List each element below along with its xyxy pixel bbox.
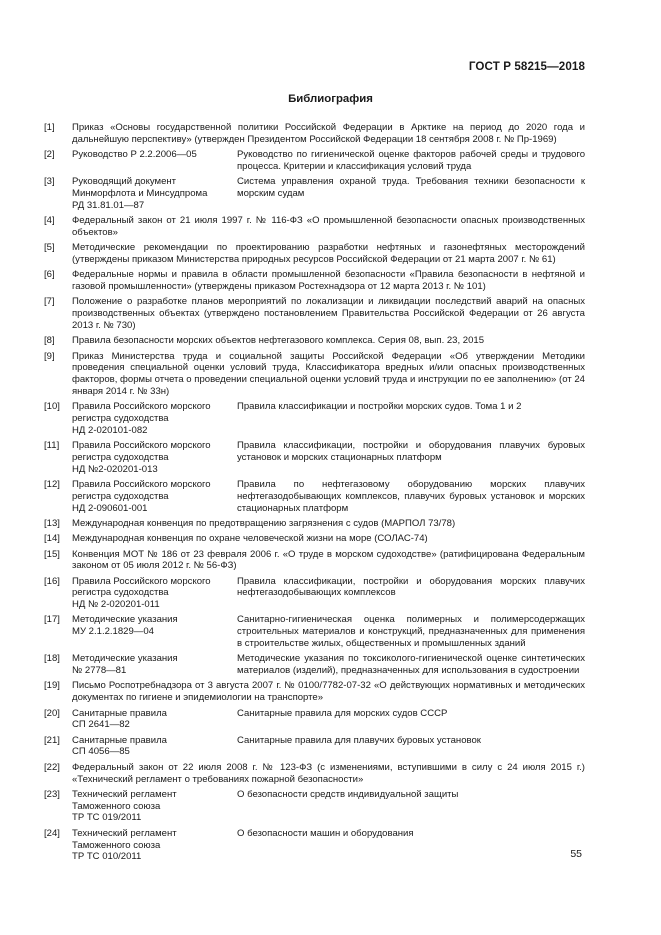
entry-description: О безопасности средств индивидуальной защиты — [237, 788, 459, 800]
bibliography-entry — [44, 614, 585, 649]
bibliography-entry — [44, 533, 585, 545]
entry-number: [14] — [44, 533, 60, 545]
entry-description: Правила классификации, постройки и оборудования плавучих буровых установок и морских стационарных платформ — [237, 440, 585, 463]
bibliography-list — [44, 122, 585, 867]
bibliography-entry — [44, 735, 585, 759]
entry-text: Правила безопасности морских объектов нефтегазового комплекса. Серия 08, вып. 23, 2015 — [72, 335, 485, 347]
entry-source — [72, 828, 237, 863]
entry-source-line: регистра судоходства — [72, 587, 169, 599]
entry-number: [23] — [44, 788, 60, 800]
entry-number: [4] — [44, 215, 55, 227]
entry-source-line: ТР ТС 019/2011 — [72, 812, 142, 824]
bibliography-entry — [44, 351, 585, 398]
entry-number: [6] — [44, 269, 55, 281]
bibliography-entry — [44, 762, 585, 786]
entry-number: [12] — [44, 479, 60, 491]
entry-source-line: Правила Российского морского — [72, 575, 211, 587]
bibliography-entry — [44, 479, 585, 514]
entry-description: Система управления охраной труда. Требования техники безопасности к морским судам — [237, 176, 585, 199]
bibliography-entry — [44, 576, 585, 611]
entry-text: Приказ «Основы государственной политики Российской Федерации в Арктике на период до 2020 года и дальнейшую перспективу» (утвержден Президентом Российской Федерации 18 сентября 2008 г. № Пр-1969) — [72, 122, 585, 145]
entry-source-line: Таможенного союза — [72, 839, 161, 851]
entry-source-line: Технический регламент — [72, 827, 177, 839]
entry-source-line: Правила Российского морского — [72, 479, 211, 491]
entry-description: Правила классификации, постройки и оборудования морских плавучих нефтегазодобывающих комплексов — [237, 575, 585, 599]
entry-number: [24] — [44, 827, 60, 839]
entry-source — [72, 479, 237, 514]
bibliography-entry — [44, 440, 585, 475]
bibliography-entry — [44, 176, 585, 211]
entry-text: Письмо Роспотребнадзора от 3 августа 2007 г. № 0100/7782-07-32 «О действующих нормативных и методических документах по гигиене и эпидемиологии на транспорте» — [72, 680, 585, 704]
entry-source-line: Методические указания — [72, 653, 178, 665]
entry-number: [22] — [44, 761, 60, 773]
entry-number: [10] — [44, 401, 60, 413]
entry-text: Международная конвенция по охране человеческой жизни на море (СОЛАС-74) — [72, 533, 428, 545]
entry-source-line: Санитарные правила — [72, 734, 167, 746]
section-title: Библиография — [288, 93, 373, 105]
entry-description: Руководство по гигиенической оценке факторов рабочей среды и трудового процесса. Критерии и классификация условий труда — [237, 149, 585, 172]
entry-source-line: Руководство Р 2.2.2006—05 — [72, 149, 197, 161]
entry-number: [18] — [44, 653, 60, 665]
entry-source-line: регистра судоходства — [72, 451, 169, 463]
entry-source-line: Руководящий документ — [72, 176, 177, 188]
entry-number: [20] — [44, 707, 60, 719]
entry-number: [9] — [44, 350, 55, 362]
bibliography-entry — [44, 215, 585, 239]
bibliography-entry — [44, 653, 585, 677]
entry-source — [72, 440, 237, 475]
entry-number: [3] — [44, 176, 55, 188]
entry-source — [72, 614, 237, 649]
entry-source — [72, 176, 237, 211]
bibliography-entry — [44, 335, 585, 347]
entry-source-line: НД 2-090601-001 — [72, 502, 148, 514]
page-number: 55 — [570, 848, 582, 860]
entry-number: [17] — [44, 614, 60, 626]
entry-source — [72, 735, 237, 759]
bibliography-entry — [44, 296, 585, 331]
entry-source-line: Таможенного союза — [72, 800, 161, 812]
entry-number: [13] — [44, 517, 60, 529]
entry-description: Санитарно-гигиеническая оценка полимерных и полимерсодержащих строительных материалов и конструкций, предназначенных для применения в строительстве жилых, общественных и промышленных зданий — [237, 614, 585, 650]
entry-source — [72, 576, 237, 611]
entry-source-line: Санитарные правила — [72, 707, 167, 719]
document-header: ГОСТ Р 58215—2018 — [468, 60, 585, 73]
bibliography-entry — [44, 549, 585, 573]
entry-source-line: Технический регламент — [72, 788, 177, 800]
entry-number: [19] — [44, 680, 60, 692]
entry-source — [72, 149, 237, 173]
entry-number: [2] — [44, 149, 55, 161]
entry-source-line: № 2778—81 — [72, 665, 127, 677]
entry-source-line: ТР ТС 010/2011 — [72, 851, 142, 863]
entry-source-line: НД № 2-020201-011 — [72, 599, 160, 611]
entry-source-line: Правила Российского морского — [72, 440, 211, 452]
entry-source-line: Минморфлота и Минсудпрома — [72, 187, 208, 199]
entry-description: Методические указания по токсиколого-гигиенической оценке синтетических материалов (изделий), предназначенных для использования в судостроении — [237, 653, 585, 677]
entry-source-line: НД 2-020101-082 — [72, 424, 148, 436]
entry-text: Международная конвенция по предотвращению загрязнения с судов (МАРПОЛ 73/78) — [72, 517, 456, 529]
entry-description: О безопасности машин и оборудования — [237, 827, 414, 839]
entry-source-line: МУ 2.1.2.1829—04 — [72, 626, 154, 638]
bibliography-entry — [44, 242, 585, 266]
entry-number: [15] — [44, 548, 60, 560]
bibliography-entry — [44, 518, 585, 530]
entry-description: Санитарные правила для плавучих буровых установок — [237, 734, 481, 746]
entry-source — [72, 789, 237, 824]
entry-source — [72, 653, 237, 677]
entry-text: Положение о разработке планов мероприятий по локализации и ликвидации последствий аварий на опасных производственных объектах (утверждено постановлением Правительства Российской Федерации от 26 августа 2013 г. № 730) — [72, 296, 585, 331]
bibliography-entry — [44, 680, 585, 704]
entry-text: Федеральные нормы и правила в области промышленной безопасности «Правила безопасности в нефтяной и газовой промышленности» (утверждены приказом Ростехнадзора от 12 марта 2013 г. № 101) — [72, 269, 585, 293]
entry-text: Федеральный закон от 22 июля 2008 г. № 123-ФЗ (с изменениями, вступившими в силу с 24 июля 2015 г.) «Технический регламент о требованиях пожарной безопасности» — [72, 761, 585, 785]
entry-source-line: РД 31.81.01—87 — [72, 199, 145, 211]
entry-text: Приказ Министерства труда и социальной защиты Российской Федерации «Об утверждении Методики проведения специальной оценки условий труда, Классификатора вредных и/или опасных производственных факторов, формы отчета о проведении специальной оценки условий труда и инструкции по ее заполнению» (от 24 января 2014 г. № 33н) — [72, 350, 585, 397]
entry-description: Правила по нефтегазовому оборудованию морских плавучих нефтегазодобывающих комплексов, плавучих буровых установок и морских стационарных платформ — [237, 479, 585, 514]
entry-description: Правила классификации и постройки морских судов. Тома 1 и 2 — [237, 401, 522, 413]
entry-source-line: СП 2641—82 — [72, 719, 130, 731]
entry-text: Федеральный закон от 21 июля 1997 г. № 116-ФЗ «О промышленной безопасности опасных производственных объектов» — [72, 215, 585, 238]
entry-number: [21] — [44, 734, 60, 746]
entry-source — [72, 708, 237, 732]
entry-source-line: Методические указания — [72, 614, 178, 626]
entry-number: [16] — [44, 575, 60, 587]
bibliography-entry — [44, 828, 585, 863]
entry-number: [11] — [44, 440, 60, 452]
entry-source-line: регистра судоходства — [72, 490, 169, 502]
entry-source — [72, 401, 237, 436]
entry-text: Конвенция МОТ № 186 от 23 февраля 2006 г. «О труде в морском судоходстве» (ратифицирована Федеральным законом от 05 июля 2012 г. № 56-ФЗ) — [72, 548, 585, 572]
entry-description: Санитарные правила для морских судов СССР — [237, 707, 448, 719]
bibliography-entry — [44, 401, 585, 436]
entry-source-line: регистра судоходства — [72, 413, 169, 425]
entry-source-line: СП 4056—85 — [72, 746, 130, 758]
entry-source-line: НД №2-020201-013 — [72, 463, 158, 475]
bibliography-entry — [44, 122, 585, 146]
entry-number: [8] — [44, 335, 55, 347]
entry-number: [7] — [44, 296, 55, 308]
entry-number: [1] — [44, 122, 55, 133]
entry-number: [5] — [44, 242, 55, 254]
bibliography-entry — [44, 149, 585, 173]
bibliography-entry — [44, 789, 585, 824]
entry-source-line: Правила Российского морского — [72, 401, 211, 413]
entry-text: Методические рекомендации по проектированию разработки нефтяных и газонефтяных месторождений (утверждены приказом Министерства природных ресурсов Российской Федерации от 21 марта 2007 г. № 61) — [72, 242, 585, 265]
bibliography-entry — [44, 269, 585, 293]
bibliography-entry — [44, 708, 585, 732]
